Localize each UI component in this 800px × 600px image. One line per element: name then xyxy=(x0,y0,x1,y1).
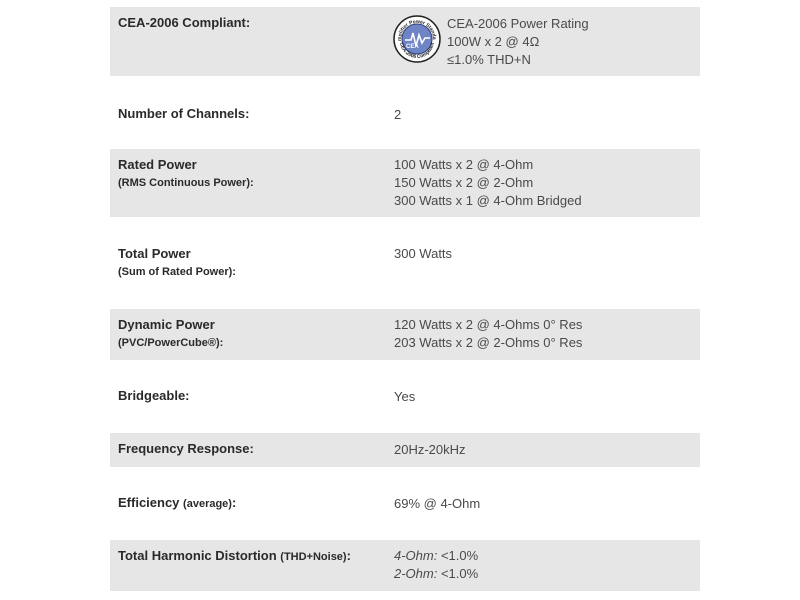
spec-label: CEA-2006 Compliant: xyxy=(118,15,251,30)
logo-bottom-text: CEA-2006 Compliant xyxy=(398,41,436,61)
spec-label-qualifier: (THD+Noise) xyxy=(280,551,347,563)
spec-label: Rated Power xyxy=(118,157,197,172)
spec-label-cell xyxy=(110,105,394,149)
spec-label-cell xyxy=(110,245,394,309)
spec-value: Yes xyxy=(394,389,416,404)
spec-value: 2 xyxy=(394,107,402,122)
spec-value-cell xyxy=(394,105,700,149)
spec-label: Number of Channels: xyxy=(118,106,250,121)
spec-row-efficiency xyxy=(110,467,700,540)
cea-rating-title: CEA-2006 Power Rating xyxy=(447,16,589,31)
spec-label-colon: : xyxy=(346,548,351,563)
spec-value-cell xyxy=(394,245,700,309)
spec-value: 20Hz-20kHz xyxy=(394,442,466,457)
logo-top-text: mplifier Power Standa xyxy=(396,18,438,42)
spec-value: 120 Watts x 2 @ 4-Ohms 0° Res xyxy=(394,317,583,332)
spec-label: Bridgeable: xyxy=(118,388,190,403)
spec-label-cell xyxy=(110,547,394,591)
spec-table xyxy=(110,7,700,591)
spec-label: Frequency Response: xyxy=(118,441,254,456)
spec-value-cell xyxy=(394,156,700,217)
spec-row-cea xyxy=(110,7,700,76)
spec-label-cell xyxy=(110,387,394,433)
thd-value: <1.0% xyxy=(437,566,479,581)
thd-value: <1.0% xyxy=(437,548,479,563)
spec-label: Total Power xyxy=(118,246,191,261)
spec-label: Dynamic Power xyxy=(118,317,215,332)
spec-value-cell xyxy=(394,494,700,540)
cea-rating-block xyxy=(394,7,700,69)
spec-row-total-power xyxy=(110,217,700,309)
spec-value: 69% @ 4-Ohm xyxy=(394,496,481,511)
spec-value xyxy=(394,547,700,565)
cea-rating-text xyxy=(447,7,589,69)
spec-value-cell xyxy=(394,387,700,433)
cea-rating-power: 100W x 2 @ 4Ω xyxy=(447,34,540,49)
spec-value: 300 Watts x 1 @ 4-Ohm Bridged xyxy=(394,193,582,208)
thd-load: 4-Ohm: xyxy=(394,548,438,563)
spec-sublabel: (PVC/PowerCube®): xyxy=(118,337,224,349)
spec-label-cell xyxy=(110,494,394,540)
cea-rating-thd: ≤1.0% THD+N xyxy=(447,52,531,67)
spec-row-channels xyxy=(110,76,700,149)
spec-label-cell xyxy=(110,316,394,360)
logo-center-text: CEA xyxy=(406,44,419,50)
spec-label-text: Efficiency xyxy=(118,495,180,510)
thd-load: 2-Ohm: xyxy=(394,566,438,581)
spec-label-text: Total Harmonic Distortion xyxy=(118,548,277,563)
spec-value-cell xyxy=(394,440,700,467)
spec-row-rated-power xyxy=(110,149,700,217)
spec-value: 203 Watts x 2 @ 2-Ohms 0° Res xyxy=(394,335,583,350)
spec-sublabel: (RMS Continuous Power): xyxy=(118,177,254,189)
spec-value-cell xyxy=(394,547,700,591)
spec-label-qualifier: (average) xyxy=(183,498,232,510)
spec-value: 150 Watts x 2 @ 2-Ohm xyxy=(394,175,534,190)
spec-value: 100 Watts x 2 @ 4-Ohm xyxy=(394,157,534,172)
spec-label-cell xyxy=(110,440,394,467)
spec-row-frequency xyxy=(110,433,700,467)
spec-label-colon: : xyxy=(231,495,237,510)
spec-label-cell xyxy=(110,7,394,76)
spec-value-cell xyxy=(394,316,700,360)
spec-value-cell xyxy=(394,7,700,76)
spec-label-cell xyxy=(110,156,394,217)
spec-label xyxy=(118,494,394,513)
spec-value xyxy=(394,565,700,583)
cea-2006-logo-icon xyxy=(393,15,441,63)
spec-row-thd xyxy=(110,540,700,591)
spec-row-dynamic-power xyxy=(110,309,700,360)
spec-sublabel: (Sum of Rated Power): xyxy=(118,266,236,278)
spec-label xyxy=(118,547,394,566)
spec-value: 300 Watts xyxy=(394,246,453,261)
spec-row-bridgeable xyxy=(110,360,700,433)
